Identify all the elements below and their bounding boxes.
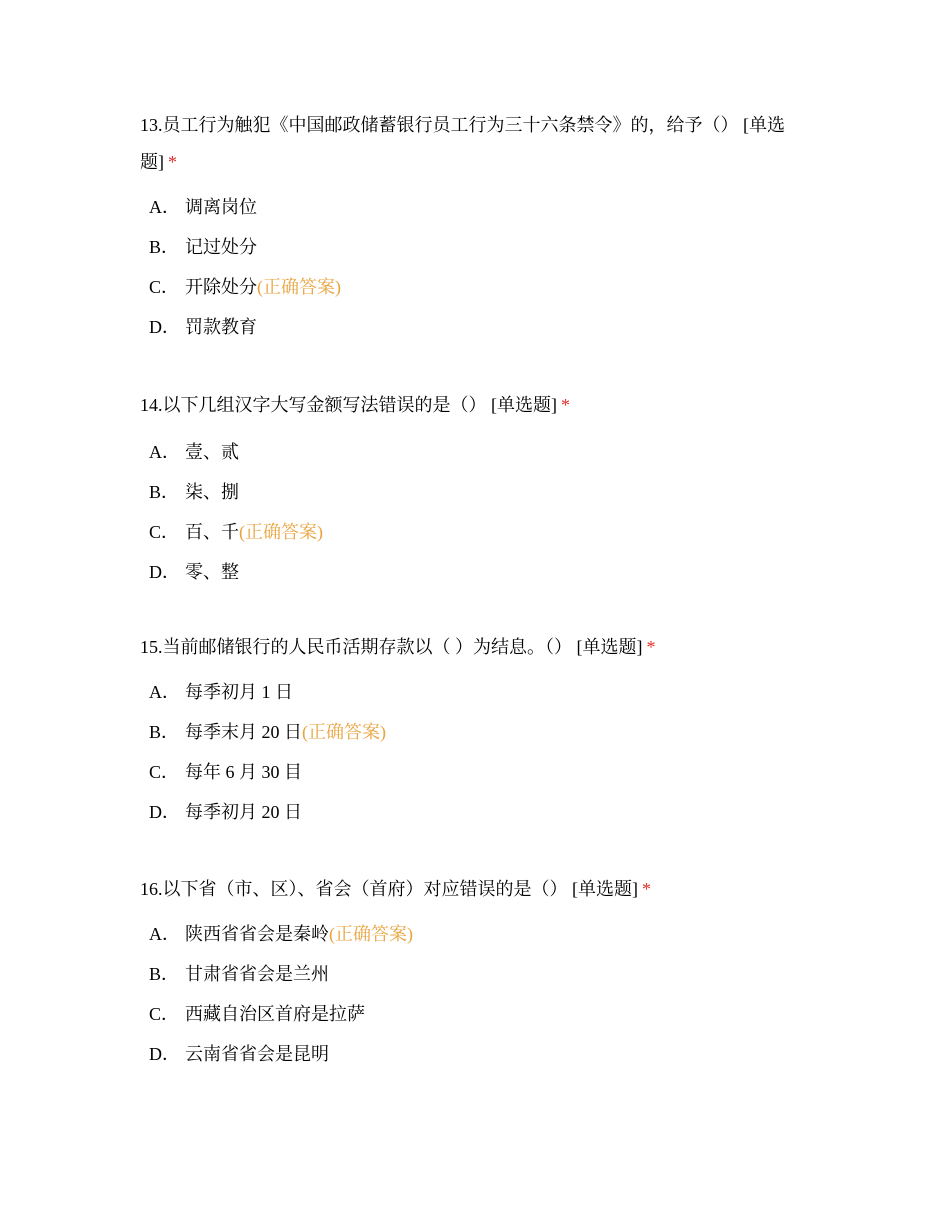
option-a bbox=[140, 187, 820, 227]
correct-answer-tag: (正确答案) bbox=[257, 277, 341, 297]
option-letter: C． bbox=[149, 522, 180, 542]
option-text: 陕西省省会是秦岭 bbox=[185, 924, 329, 944]
option-c bbox=[140, 267, 820, 307]
option-list bbox=[140, 187, 820, 347]
option-a bbox=[140, 672, 820, 712]
option-letter: B． bbox=[149, 482, 180, 502]
question-text: 13.员工行为触犯《中国邮政储蓄银行员工行为三十六条禁令》的，给予（） [单选题] bbox=[140, 115, 785, 172]
option-letter: B． bbox=[149, 237, 180, 257]
option-c bbox=[140, 752, 820, 792]
question-15 bbox=[140, 629, 820, 832]
option-text: 壹、贰 bbox=[185, 442, 239, 462]
option-letter: A． bbox=[149, 924, 180, 944]
question-title bbox=[140, 871, 820, 908]
option-a bbox=[140, 914, 820, 954]
option-text: 每季初月 20 日 bbox=[185, 802, 302, 822]
option-list bbox=[140, 672, 820, 832]
option-letter: C． bbox=[149, 762, 180, 782]
required-mark: * bbox=[642, 879, 651, 899]
option-text: 百、千 bbox=[185, 522, 239, 542]
question-14 bbox=[140, 387, 820, 592]
option-text: 云南省省会是昆明 bbox=[185, 1044, 329, 1064]
option-c bbox=[140, 512, 820, 552]
correct-answer-tag: (正确答案) bbox=[302, 722, 386, 742]
option-text: 每季末月 20 日 bbox=[185, 722, 302, 742]
question-text: 15.当前邮储银行的人民币活期存款以（ ）为结息。（） [单选题] bbox=[140, 637, 643, 657]
option-letter: C． bbox=[149, 1004, 180, 1024]
option-d bbox=[140, 307, 820, 347]
option-c bbox=[140, 994, 820, 1034]
correct-answer-tag: (正确答案) bbox=[239, 522, 323, 542]
option-text: 记过处分 bbox=[185, 237, 257, 257]
option-text: 罚款教育 bbox=[185, 317, 257, 337]
option-d bbox=[140, 792, 820, 832]
option-letter: D． bbox=[149, 1044, 180, 1064]
correct-answer-tag: (正确答案) bbox=[329, 924, 413, 944]
option-text: 柒、捌 bbox=[185, 482, 239, 502]
option-text: 每季初月 1 日 bbox=[185, 682, 293, 702]
option-letter: A． bbox=[149, 442, 180, 462]
option-d bbox=[140, 552, 820, 592]
question-text: 16.以下省（市、区）、省会（首府）对应错误的是（） [单选题] bbox=[140, 879, 638, 899]
option-b bbox=[140, 712, 820, 752]
option-text: 西藏自治区首府是拉萨 bbox=[185, 1004, 365, 1024]
option-letter: D． bbox=[149, 317, 180, 337]
question-title bbox=[140, 387, 820, 424]
option-d bbox=[140, 1034, 820, 1074]
option-b bbox=[140, 954, 820, 994]
option-letter: A． bbox=[149, 197, 180, 217]
required-mark: * bbox=[561, 395, 570, 415]
option-text: 甘肃省省会是兰州 bbox=[185, 964, 329, 984]
option-b bbox=[140, 227, 820, 267]
option-letter: C． bbox=[149, 277, 180, 297]
option-text: 每年 6 月 30 目 bbox=[185, 762, 302, 782]
required-mark: * bbox=[646, 637, 656, 657]
option-a bbox=[140, 432, 820, 472]
option-letter: B． bbox=[149, 964, 180, 984]
question-16 bbox=[140, 871, 820, 1074]
option-b bbox=[140, 472, 820, 512]
question-13 bbox=[140, 107, 820, 347]
question-text: 14.以下几组汉字大写金额写法错误的是（） [单选题] bbox=[140, 395, 557, 415]
required-mark: * bbox=[168, 152, 177, 172]
option-text: 开除处分 bbox=[185, 277, 257, 297]
option-text: 调离岗位 bbox=[185, 197, 257, 217]
option-letter: D． bbox=[149, 802, 180, 822]
option-letter: D． bbox=[149, 562, 180, 582]
option-list bbox=[140, 432, 820, 592]
option-letter: A． bbox=[149, 682, 180, 702]
question-title bbox=[140, 107, 820, 181]
option-letter: B． bbox=[149, 722, 180, 742]
question-title bbox=[140, 629, 820, 666]
option-text: 零、整 bbox=[185, 562, 239, 582]
option-list bbox=[140, 914, 820, 1074]
